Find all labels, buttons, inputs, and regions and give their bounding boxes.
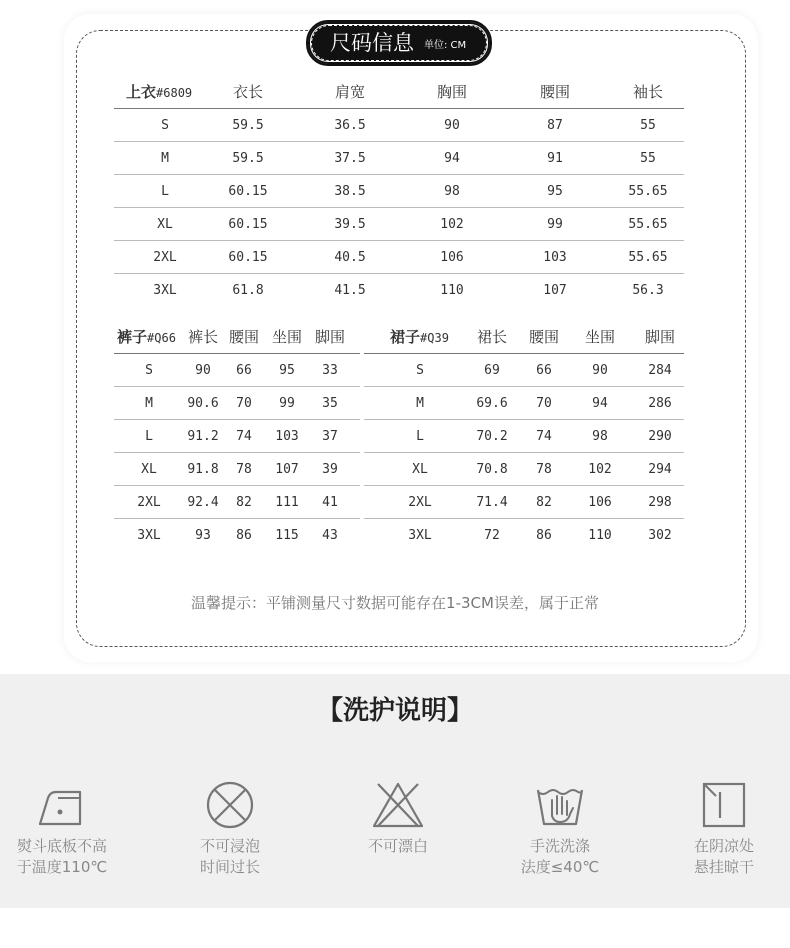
pants-table-cell: 33 [322,363,338,378]
pants-table-cell: 35 [322,396,338,411]
care-label: 于温度110℃ [16,858,108,876]
tops-table-cell: 3XL [153,283,177,298]
line-dry-shade-icon [696,780,752,830]
skirt-table-cell: 74 [536,429,552,444]
skirt-column-header: 裙长 [476,328,507,346]
skirt-table-cell: 69 [484,363,500,378]
pants-table-cell: 91.2 [187,429,219,444]
pants-table-cell: 2XL [137,495,161,510]
skirt-column-header: 脚围 [644,328,675,346]
tops-table-cell: 99 [547,217,563,232]
skirt-table-cell: 294 [648,462,672,477]
skirt-table-cell: XL [412,462,428,477]
page-title: 尺码信息 [330,31,414,55]
tops-table-cell: 55.65 [628,184,668,199]
care-label: 法度≤40℃ [520,858,600,876]
pants-table-cell: 37 [322,429,338,444]
pants-table-cell: 99 [279,396,295,411]
care-item-line-dry [654,780,790,878]
tops-table-cell: 41.5 [334,283,366,298]
skirt-table-cell: 94 [592,396,608,411]
tops-table-cell: 55.65 [628,250,668,265]
table-divider [114,386,360,387]
skirt-table-cell: 82 [536,495,552,510]
table-divider [114,452,360,453]
pants-table-cell: 66 [236,363,252,378]
table-divider [364,353,684,354]
skirt-table-cell: 90 [592,363,608,378]
unit-label: 单位: CM [424,40,467,51]
table-divider [114,108,684,109]
tops-table-cell: 60.15 [228,184,268,199]
tops-table-cell: 36.5 [334,118,366,133]
table-name: 裤子 [117,328,148,346]
table-divider [114,485,360,486]
pants-table-cell: 78 [236,462,252,477]
care-label: 熨斗底板不高 [16,837,107,855]
tops-table-cell: 40.5 [334,250,366,265]
skirt-table-name [390,328,449,347]
care-item-iron [0,780,132,878]
pants-table-cell: 95 [279,363,295,378]
care-label: 手洗洗涤 [529,837,590,855]
skirt-table-cell: M [416,396,424,411]
tops-table-cell: 103 [543,250,567,265]
tops-table-cell: 38.5 [334,184,366,199]
tops-table-cell: 2XL [153,250,177,265]
pants-table-cell: L [145,429,153,444]
tops-table-cell: 59.5 [232,118,264,133]
pants-table-cell: 86 [236,528,252,543]
tops-table-cell: 61.8 [232,283,264,298]
pants-column-header: 坐围 [271,328,302,346]
tops-table-cell: 95 [547,184,563,199]
table-name: 裙子 [390,328,421,346]
pants-table-cell: 41 [322,495,338,510]
tops-table-cell: 55 [640,118,656,133]
tops-table-cell: L [161,184,169,199]
table-divider [364,452,684,453]
table-divider [114,518,360,519]
skirt-table-cell: 78 [536,462,552,477]
tops-table-cell: 59.5 [232,151,264,166]
care-label: 在阴凉处 [693,837,754,855]
table-divider [114,353,360,354]
tops-table-cell: XL [157,217,173,232]
no-soak-icon [202,780,258,830]
tops-table-cell: 56.3 [632,283,664,298]
skirt-table-cell: 66 [536,363,552,378]
pants-table-cell: 111 [275,495,299,510]
table-divider [114,174,684,175]
tops-column-header: 胸围 [436,83,467,101]
pants-table-cell: 93 [195,528,211,543]
table-divider [114,419,360,420]
table-divider [364,386,684,387]
pants-table-cell: 3XL [137,528,161,543]
tops-table-cell: 39.5 [334,217,366,232]
skirt-table-cell: 3XL [408,528,432,543]
skirt-table-cell: 106 [588,495,612,510]
pants-table-cell: M [145,396,153,411]
skirt-table-cell: 86 [536,528,552,543]
care-item-no-bleach [328,780,468,857]
pants-table-cell: 115 [275,528,299,543]
table-code: #6809 [156,86,193,100]
no-bleach-icon [370,780,426,830]
care-title: 【洗护说明】 [316,696,473,726]
skirt-table-cell: 70 [536,396,552,411]
skirt-table-cell: 70.2 [476,429,508,444]
pants-table-cell: 91.8 [187,462,219,477]
tops-table-cell: 94 [444,151,460,166]
skirt-table-cell: 72 [484,528,500,543]
tops-table-cell: 60.15 [228,250,268,265]
pants-table-cell: 103 [275,429,299,444]
tops-table-cell: 107 [543,283,567,298]
tops-table-cell: 91 [547,151,563,166]
skirt-table-cell: 70.8 [476,462,508,477]
skirt-table-cell: 71.4 [476,495,508,510]
pants-table-cell: S [145,363,153,378]
table-divider [364,485,684,486]
skirt-table-cell: 298 [648,495,672,510]
tops-table-cell: 90 [444,118,460,133]
care-label: 不可浸泡 [199,837,260,855]
pants-column-header: 腰围 [228,328,259,346]
skirt-table-cell: L [416,429,424,444]
table-name: 上衣 [126,83,157,101]
tops-table-cell: 37.5 [334,151,366,166]
tops-table-cell: 106 [440,250,464,265]
tops-table-cell: 102 [440,217,464,232]
tops-column-header: 肩宽 [334,83,365,101]
hand-wash-icon [532,780,588,830]
skirt-table-cell: 286 [648,396,672,411]
tops-table-cell: 87 [547,118,563,133]
measurement-note: 温馨提示：平铺测量尺寸数据可能存在1-3CM误差，属于正常 [191,594,599,612]
table-code: #Q66 [147,331,176,345]
pants-table-cell: 92.4 [187,495,219,510]
tops-table-cell: 110 [440,283,464,298]
skirt-table-cell: 102 [588,462,612,477]
pants-column-header: 脚围 [314,328,345,346]
tops-table-cell: 55 [640,151,656,166]
skirt-table-cell: 69.6 [476,396,508,411]
pants-table-cell: 39 [322,462,338,477]
skirt-table-cell: 2XL [408,495,432,510]
table-divider [114,207,684,208]
pants-table-cell: 82 [236,495,252,510]
pants-table-cell: 43 [322,528,338,543]
skirt-table-cell: 110 [588,528,612,543]
table-divider [364,419,684,420]
pants-table-cell: 107 [275,462,299,477]
tops-table-cell: S [161,118,169,133]
pants-column-header: 裤长 [187,328,218,346]
pants-table-cell: XL [141,462,157,477]
skirt-table-cell: 290 [648,429,672,444]
care-item-hand-wash [490,780,630,878]
skirt-table-cell: S [416,363,424,378]
skirt-table-cell: 284 [648,363,672,378]
tops-column-header: 腰围 [539,83,570,101]
table-divider [364,518,684,519]
tops-table-cell: M [161,151,169,166]
pants-table-cell: 90.6 [187,396,219,411]
tops-table-cell: 60.15 [228,217,268,232]
pants-table-name [117,328,176,347]
care-label: 悬挂晾干 [693,858,754,876]
tops-table-name [126,83,192,102]
skirt-column-header: 腰围 [528,328,559,346]
tops-column-header: 衣长 [232,83,263,101]
iron-icon [34,780,90,830]
pants-table-cell: 70 [236,396,252,411]
tops-table-cell: 98 [444,184,460,199]
care-label: 不可漂白 [367,837,428,855]
skirt-column-header: 坐围 [584,328,615,346]
table-code: #Q39 [420,331,449,345]
table-divider [114,240,684,241]
care-item-no-soak [160,780,300,878]
skirt-table-cell: 98 [592,429,608,444]
care-label: 时间过长 [199,858,260,876]
pants-table-cell: 74 [236,429,252,444]
pants-table-cell: 90 [195,363,211,378]
table-divider [114,273,684,274]
tops-table-cell: 55.65 [628,217,668,232]
table-divider [114,141,684,142]
tops-column-header: 袖长 [632,83,663,101]
skirt-table-cell: 302 [648,528,672,543]
